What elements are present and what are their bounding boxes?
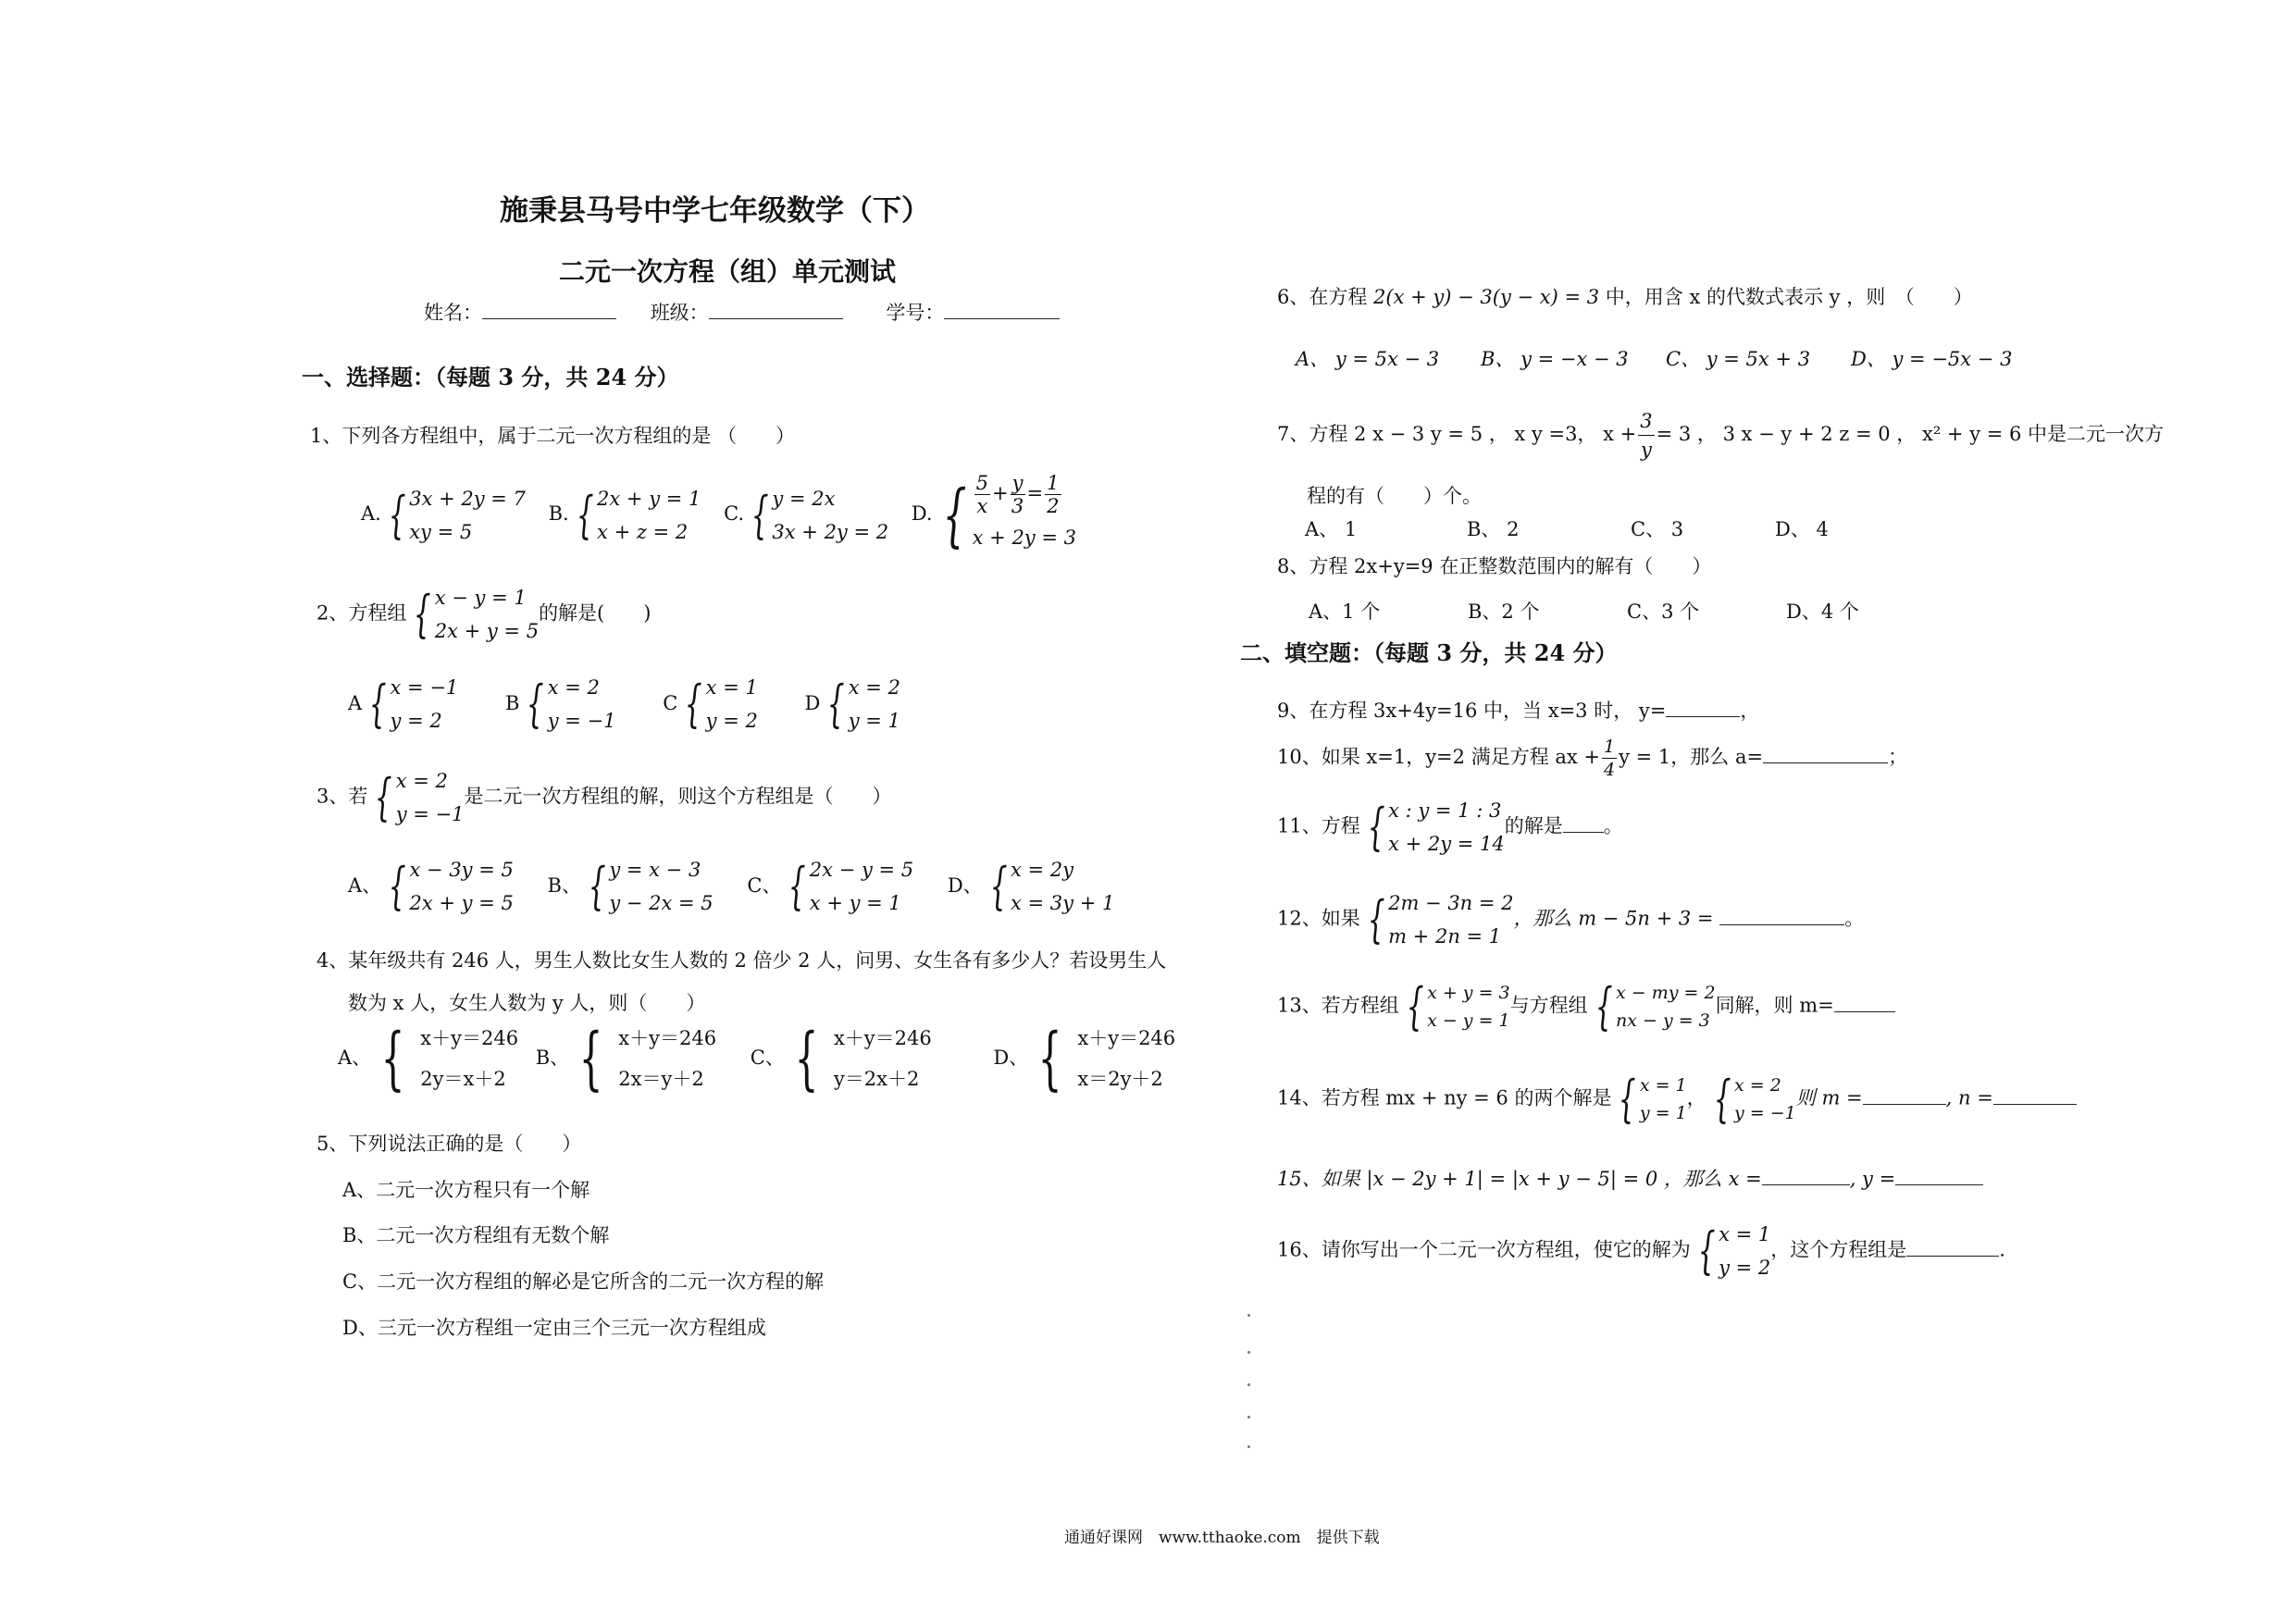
q11: 11、方程 { x : y = 1 : 3 x + 2y = 14 的解是 。: [1277, 798, 1623, 856]
q6-stem: 6、在方程 2(x + y) − 3(y − x) = 3 中，用含 x 的代数式表示 y ，则 （ ）: [1277, 286, 1973, 308]
name-label: 姓名：: [424, 302, 482, 324]
q3-options: [348, 853, 1114, 920]
id-label: 学号：: [886, 302, 945, 324]
q6-option-c[interactable]: C、 y = 5x + 3: [1666, 348, 1811, 370]
q9: 9、在方程 3x+4y=16 中，当 x=3 时， y= ，: [1277, 700, 1760, 722]
class-label: 班级：: [650, 302, 709, 324]
q5-stem: 5、下列说法正确的是（ ）: [316, 1133, 582, 1155]
q4-option-c[interactable]: C、 { x＋y＝246 y＝2x＋2: [750, 1019, 932, 1098]
q8-stem: 8、方程 2x+y=9 在正整数范围内的解有（ ）: [1277, 555, 1712, 577]
q8-option-a[interactable]: A、1 个: [1309, 601, 1381, 623]
q8-option-d[interactable]: D、4 个: [1786, 601, 1859, 623]
q7-stem-line2: 程的有（ ）个。: [1307, 485, 1482, 507]
q6-option-d[interactable]: D、 y = −5x − 3: [1851, 348, 2013, 370]
q15: 15、如果 |x − 2y + 1| = |x + y − 5| = 0 ，那么 x = , y =: [1277, 1164, 1983, 1192]
q15-y-field[interactable]: [1895, 1166, 1983, 1185]
q7-option-c[interactable]: C、 3: [1631, 518, 1684, 540]
q8-option-b[interactable]: B、2 个: [1468, 601, 1540, 623]
q4-option-a[interactable]: A、 { x＋y＝246 2y＝x＋2: [338, 1019, 519, 1098]
id-field[interactable]: [944, 300, 1060, 319]
q3-stem: 3、若 { x = 2 y = −1 是二元一次方程组的解，则这个方程组是（ ）: [316, 768, 892, 826]
q4-options: [338, 1018, 1175, 1099]
q16-answer-field[interactable]: [1906, 1237, 1999, 1257]
q4-option-b[interactable]: B、 { x＋y＝246 2x＝y＋2: [535, 1019, 717, 1098]
q2-option-b[interactable]: B { x = 2 y = −1: [504, 675, 616, 733]
q7-option-b[interactable]: B、 2: [1467, 518, 1520, 540]
q1-stem: 1、下列各方程组中，属于二元一次方程组的是 （ ）: [310, 425, 796, 447]
q1-option-d[interactable]: D. { $\frac{5}{x}$ + $\frac{y}{3}$ = $\frac{1}{2}$ x + 2y = 3: [911, 472, 1076, 555]
q6-option-b[interactable]: B、 y = −x − 3: [1481, 348, 1629, 370]
q2-options: [348, 671, 900, 737]
q10: 10、如果 x=1，y=2 满足方程 ax + $\frac{1}{4}$ y = 1，那么 a= ；: [1277, 737, 1908, 780]
q7-option-a[interactable]: A、 1: [1305, 518, 1358, 540]
page-title: 施秉县马号中学七年级数学（下）: [500, 194, 930, 228]
q2-stem: 2、方程组 { x − y = 1 2x + y = 5 的解是( ): [316, 585, 652, 643]
q3-option-c[interactable]: C、 { 2x − y = 5 x + y = 1: [747, 857, 914, 915]
q3-option-d[interactable]: D、 { x = 2y x = 3y + 1: [947, 857, 1115, 915]
q12: 12、如果 { 2m − 3n = 2 m + 2n = 1 ，那么 m − 5n + 3 = 。: [1277, 890, 1865, 948]
q5-option-d[interactable]: D、三元一次方程组一定由三个三元一次方程组成: [342, 1317, 766, 1339]
q2-option-c[interactable]: C { x = 1 y = 2: [663, 675, 758, 733]
q1-option-a[interactable]: A. { 3x + 2y = 7 xy = 5: [361, 485, 526, 544]
q8-option-c[interactable]: C、3 个: [1627, 601, 1700, 623]
section-2-heading: 二、填空题：（每题 3 分，共 24 分）: [1240, 639, 1618, 666]
q11-answer-field[interactable]: [1563, 813, 1604, 833]
page-subtitle: 二元一次方程（组）单元测试: [559, 256, 897, 287]
q1-option-c[interactable]: C. { y = 2x 3x + 2y = 2: [724, 485, 889, 544]
q14-m-field[interactable]: [1863, 1085, 1946, 1105]
q12-answer-field[interactable]: [1719, 906, 1844, 925]
q15-x-field[interactable]: [1762, 1166, 1850, 1185]
q6-option-a[interactable]: A、 y = 5x − 3: [1296, 348, 1440, 370]
q3-option-a[interactable]: A、 { x − 3y = 5 2x + y = 5: [348, 857, 514, 915]
q14: 14、若方程 mx + ny = 6 的两个解是 { x = 1 y = 1 ， { x = 2 y = −1 则 m = , n =: [1277, 1072, 2077, 1127]
q4-stem-line1: 4、某年级共有 246 人，男生人数比女生人数的 2 倍少 2 人，问男、女生各有多少人？若设男生人: [316, 949, 1167, 972]
section-1-heading: 一、选择题：（每题 3 分，共 24 分）: [302, 364, 679, 390]
student-info-row: [424, 298, 1060, 326]
q13-answer-field[interactable]: [1834, 993, 1895, 1012]
q7-option-d[interactable]: D、 4: [1775, 518, 1829, 540]
q16: 16、请你写出一个二元一次方程组，使它的解为 { x = 1 y = 2 ，这个方程组是 .: [1277, 1221, 2005, 1280]
q13: 13、若方程组 { x + y = 3 x − y = 1 与方程组 { x − my = 2 nx − y = 3 同解，则 m=: [1277, 979, 1895, 1035]
class-field[interactable]: [709, 300, 843, 319]
q1-option-b[interactable]: B. { 2x + y = 1 x + z = 2: [548, 485, 701, 544]
q4-option-d[interactable]: D、 { x＋y＝246 x＝2y＋2: [993, 1019, 1176, 1098]
q14-n-field[interactable]: [1993, 1085, 2077, 1105]
q4-stem-line2: 数为 x 人，女生人数为 y 人，则（ ）: [348, 992, 706, 1014]
q5-option-a[interactable]: A、二元一次方程只有一个解: [342, 1179, 590, 1201]
footer-credit: 通通好课网 www.tthaoke.com 提供下载: [1064, 1529, 1380, 1547]
q2-option-d[interactable]: D { x = 2 y = 1: [804, 675, 900, 733]
name-field[interactable]: [482, 300, 616, 319]
q5-option-c[interactable]: C、二元一次方程组的解必是它所含的二元一次方程的解: [342, 1270, 825, 1293]
q3-option-b[interactable]: B、 { y = x − 3 y − 2x = 5: [547, 857, 714, 915]
q10-answer-field[interactable]: [1763, 744, 1888, 763]
q2-option-a[interactable]: A { x = −1 y = 2: [348, 675, 459, 733]
q9-answer-field[interactable]: [1666, 698, 1740, 717]
q7-stem: 7、方程 2 x − 3 y = 5 ， x y =3， x + $\frac{3}{y}$ = 3 ， 3 x − y + 2 z = 0 ， x² + y = 6 中是二元一次方: [1277, 407, 2164, 464]
q1-options: [361, 472, 1076, 558]
q5-option-b[interactable]: B、二元一次方程组有无数个解: [342, 1224, 610, 1246]
